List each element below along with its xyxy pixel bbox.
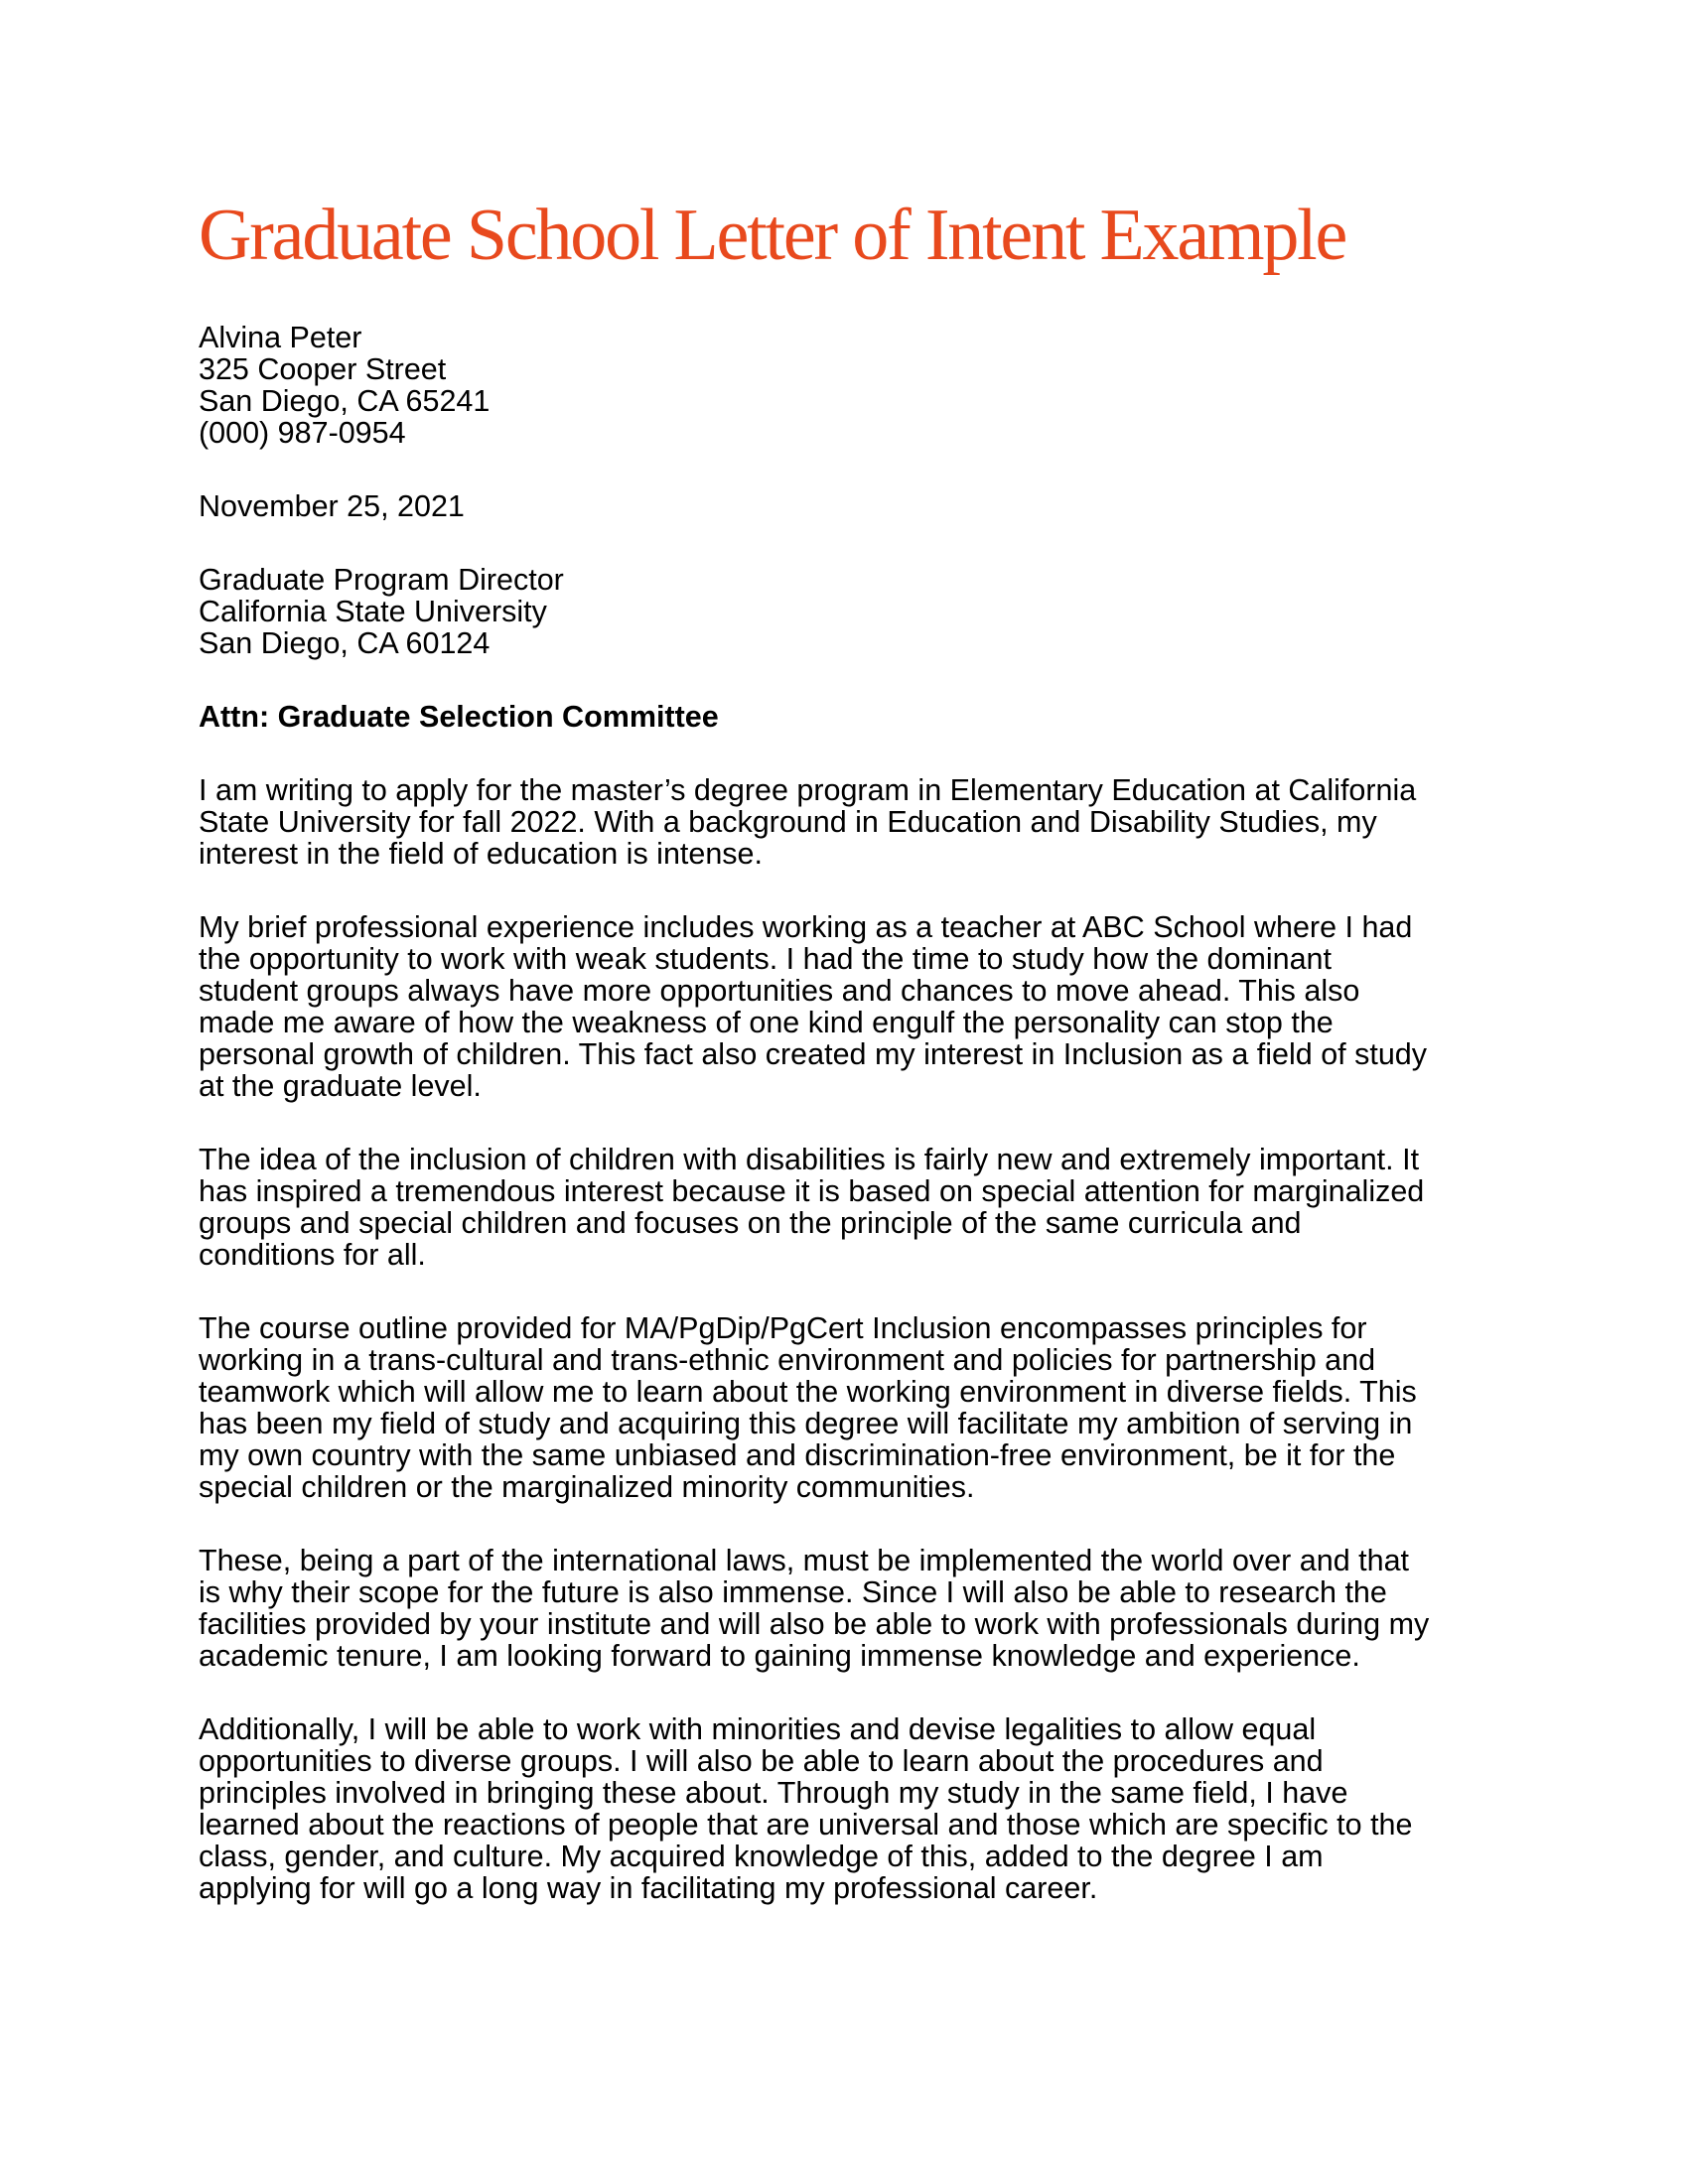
paragraph-line: These, being a part of the international laws, must be implemented the world over and that xyxy=(199,1544,1410,1577)
body-paragraph xyxy=(199,1545,1509,1672)
paragraph-line: interest in the field of education is intense. xyxy=(199,837,763,871)
paragraph-line: academic tenure, I am looking forward to gaining immense knowledge and experience. xyxy=(199,1639,1360,1673)
paragraph-line: my own country with the same unbiased and discrimination-free environment, be it for the xyxy=(199,1438,1396,1472)
paragraph-line: at the graduate level. xyxy=(199,1069,482,1103)
recipient-organization: California State University xyxy=(199,595,547,628)
paragraph-line: The course outline provided for MA/PgDip/PgCert Inclusion encompasses principles for xyxy=(199,1311,1367,1345)
recipient-city-state-zip: San Diego, CA 60124 xyxy=(199,626,491,660)
attention-block xyxy=(199,701,1509,733)
letter-page xyxy=(199,195,1509,1946)
body-paragraph xyxy=(199,1312,1509,1503)
paragraph-line: The idea of the inclusion of children with disabilities is fairly new and extremely important. It xyxy=(199,1143,1420,1176)
paragraph-line: working in a trans-cultural and trans-ethnic environment and policies for partnership and xyxy=(199,1343,1376,1377)
letter-date-block xyxy=(199,490,1509,522)
paragraph-line: teamwork which will allow me to learn about the working environment in diverse fields. This xyxy=(199,1375,1417,1409)
paragraph-line: has been my field of study and acquiring this degree will facilitate my ambition of serving in xyxy=(199,1407,1413,1440)
letter-body xyxy=(199,774,1509,1904)
sender-phone: (000) 987-0954 xyxy=(199,416,406,450)
sender-name: Alvina Peter xyxy=(199,321,362,354)
sender-street: 325 Cooper Street xyxy=(199,352,447,386)
sender-address xyxy=(199,322,1509,449)
body-paragraph xyxy=(199,1713,1509,1904)
paragraph-line: is why their scope for the future is also immense. Since I will also be able to research the xyxy=(199,1575,1387,1609)
paragraph-line: I am writing to apply for the master’s degree program in Elementary Education at California xyxy=(199,773,1417,807)
paragraph-line: learned about the reactions of people that are universal and those which are specific to the xyxy=(199,1808,1413,1842)
body-paragraph xyxy=(199,774,1509,870)
paragraph-line: student groups always have more opportunities and chances to move ahead. This also xyxy=(199,974,1360,1008)
recipient-address xyxy=(199,564,1509,659)
body-paragraph xyxy=(199,911,1509,1102)
attention-line: Attn: Graduate Selection Committee xyxy=(199,700,719,734)
paragraph-line: class, gender, and culture. My acquired knowledge of this, added to the degree I am xyxy=(199,1840,1324,1873)
paragraph-line: applying for will go a long way in facilitating my professional career. xyxy=(199,1871,1098,1905)
paragraph-line: made me aware of how the weakness of one kind engulf the personality can stop the xyxy=(199,1006,1334,1039)
body-paragraph xyxy=(199,1144,1509,1271)
paragraph-line: special children or the marginalized minority communities. xyxy=(199,1470,975,1504)
paragraph-line: personal growth of children. This fact also created my interest in Inclusion as a field of study xyxy=(199,1037,1428,1071)
paragraph-line: My brief professional experience includes working as a teacher at ABC School where I had xyxy=(199,910,1413,944)
letter-date: November 25, 2021 xyxy=(199,489,465,523)
paragraph-line: facilities provided by your institute and will also be able to work with professionals during my xyxy=(199,1607,1430,1641)
recipient-title: Graduate Program Director xyxy=(199,563,564,597)
paragraph-line: opportunities to diverse groups. I will also be able to learn about the procedures and xyxy=(199,1744,1324,1778)
paragraph-line: State University for fall 2022. With a background in Education and Disability Studies, my xyxy=(199,805,1377,839)
paragraph-line: the opportunity to work with weak students. I had the time to study how the dominant xyxy=(199,942,1332,976)
sender-city-state-zip: San Diego, CA 65241 xyxy=(199,384,491,418)
paragraph-line: Additionally, I will be able to work with minorities and devise legalities to allow equal xyxy=(199,1712,1317,1746)
document-title: Graduate School Letter of Intent Example xyxy=(199,195,1346,276)
paragraph-line: principles involved in bringing these about. Through my study in the same field, I have xyxy=(199,1776,1348,1810)
paragraph-line: conditions for all. xyxy=(199,1238,426,1272)
paragraph-line: groups and special children and focuses on the principle of the same curricula and xyxy=(199,1206,1302,1240)
paragraph-line: has inspired a tremendous interest because it is based on special attention for marginalized xyxy=(199,1174,1425,1208)
